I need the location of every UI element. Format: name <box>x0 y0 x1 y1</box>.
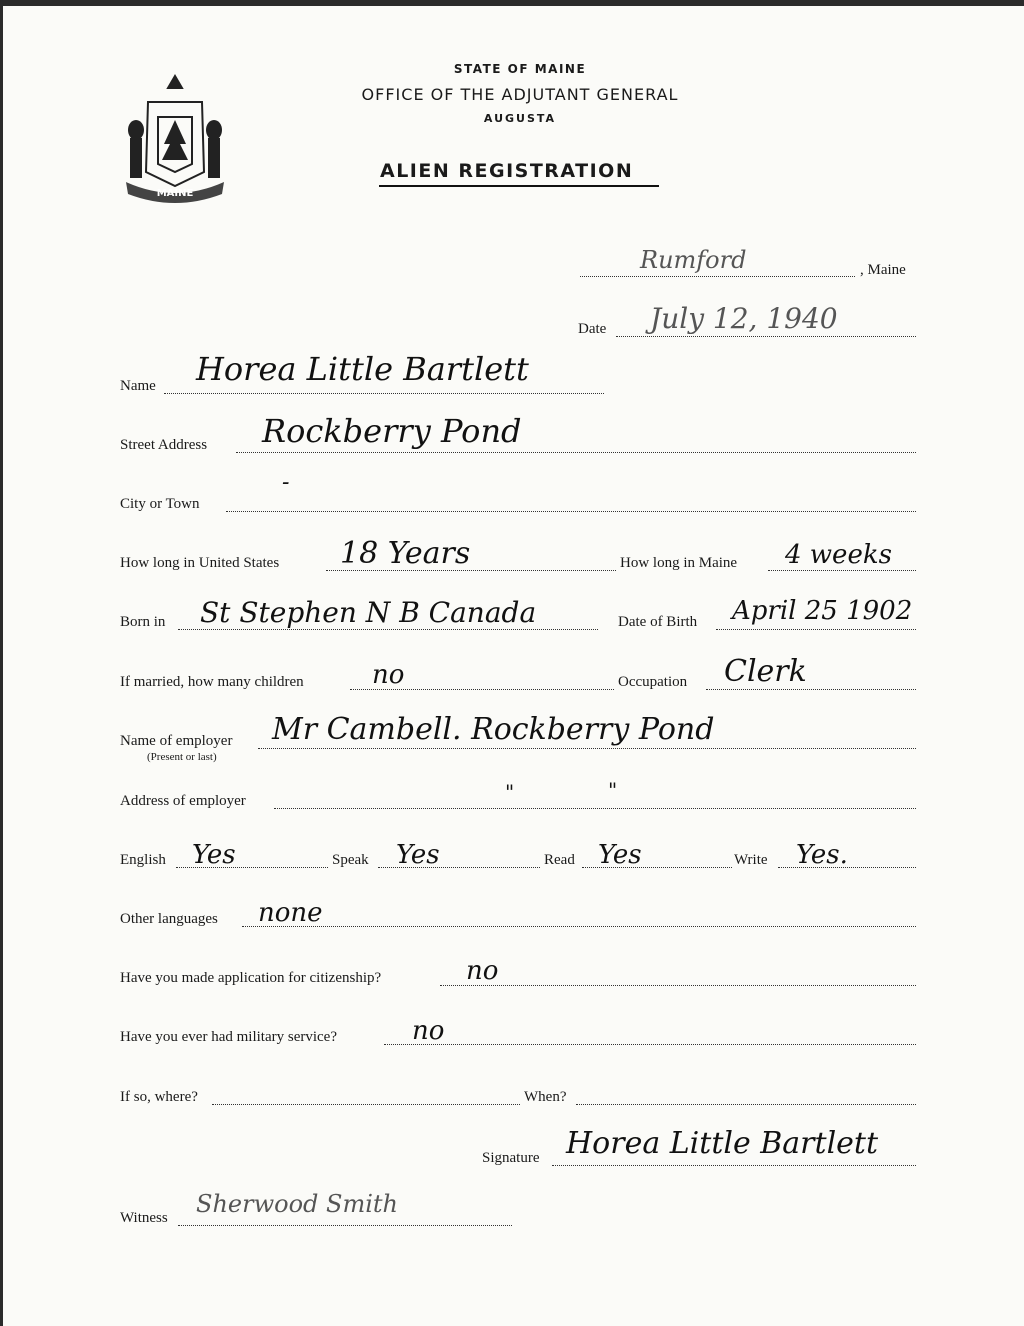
employer-address-field-line <box>274 808 916 809</box>
name-label: Name <box>120 378 156 394</box>
military-service-value: no <box>412 1016 445 1046</box>
employer-address-ditto-1: " <box>505 780 515 804</box>
military-service-label: Have you ever had military service? <box>120 1029 337 1045</box>
occupation-label: Occupation <box>618 674 688 690</box>
children-value: no <box>372 660 405 690</box>
us-duration-label: How long in United States <box>120 555 280 571</box>
witness-field-line <box>178 1225 512 1226</box>
scan-edge-top <box>0 0 1024 6</box>
other-languages-label: Other languages <box>120 911 218 927</box>
employer-field-line <box>258 748 916 749</box>
other-languages-field-line <box>242 926 916 927</box>
born-in-value: St Stephen N B Canada <box>200 596 537 629</box>
city-label: City or Town <box>120 496 200 512</box>
maine-duration-label: How long in Maine <box>620 555 738 571</box>
street-address-field-line <box>236 452 916 453</box>
date-label: Date <box>578 321 607 337</box>
occupation-field-line <box>706 689 916 690</box>
city-value: - <box>282 470 290 495</box>
read-label: Read <box>544 852 575 868</box>
scan-edge-left <box>0 0 3 1326</box>
other-languages-value: none <box>258 898 323 928</box>
speak-label: Speak <box>332 852 369 868</box>
occupation-value: Clerk <box>724 654 807 689</box>
place-suffix-label: , Maine <box>860 262 906 278</box>
witness-value: Sherwood Smith <box>196 1190 398 1218</box>
signature-label: Signature <box>482 1150 540 1166</box>
signature-field-line <box>552 1165 916 1166</box>
employer-sublabel: (Present or last) <box>147 751 217 763</box>
form-title: ALIEN REGISTRATION <box>380 160 634 182</box>
date-of-birth-label: Date of Birth <box>618 614 698 630</box>
city-field-line <box>226 511 916 512</box>
street-address-label: Street Address <box>120 437 208 453</box>
citizenship-field-line <box>440 985 916 986</box>
employer-label: Name of employer <box>120 733 233 749</box>
place-field-line <box>580 276 855 277</box>
speak-value: Yes <box>396 840 440 870</box>
date-of-birth-field-line <box>716 629 916 630</box>
date-value: July 12, 1940 <box>650 302 838 335</box>
us-duration-value: 18 Years <box>340 536 471 571</box>
maine-duration-value: 4 weeks <box>785 540 892 570</box>
employer-address-label: Address of employer <box>120 793 246 809</box>
citizenship-label: Have you made application for citizenship? <box>120 970 382 986</box>
write-value: Yes. <box>796 840 848 870</box>
name-field-line <box>164 393 604 394</box>
write-label: Write <box>734 852 768 868</box>
born-in-label: Born in <box>120 614 166 630</box>
name-value: Horea Little Bartlett <box>196 350 529 388</box>
date-field-line <box>616 336 916 337</box>
signature-value: Horea Little Bartlett <box>566 1126 879 1161</box>
english-label: English <box>120 852 166 868</box>
seal-banner-text: MAINE <box>156 188 194 199</box>
place-value: Rumford <box>640 246 747 274</box>
service-when-field-line <box>576 1104 916 1105</box>
witness-label: Witness <box>120 1210 168 1226</box>
read-value: Yes <box>598 840 642 870</box>
service-when-label: When? <box>524 1089 567 1105</box>
street-address-value: Rockberry Pond <box>262 412 522 450</box>
header-office: OFFICE OF THE ADJUTANT GENERAL <box>361 85 679 104</box>
military-service-field-line <box>384 1044 916 1045</box>
employer-value: Mr Cambell. Rockberry Pond <box>272 712 715 747</box>
children-label: If married, how many children <box>120 674 304 690</box>
service-where-field-line <box>212 1104 520 1105</box>
header-state: STATE OF MAINE <box>453 62 587 76</box>
service-where-label: If so, where? <box>120 1089 198 1105</box>
born-in-field-line <box>178 629 598 630</box>
citizenship-value: no <box>466 956 499 986</box>
header-city: AUGUSTA <box>483 112 557 125</box>
title-underline <box>379 185 659 187</box>
employer-address-ditto-2: " <box>608 778 618 802</box>
date-of-birth-value: April 25 1902 <box>732 596 913 626</box>
maine-duration-field-line <box>768 570 916 571</box>
english-value: Yes <box>192 840 236 870</box>
